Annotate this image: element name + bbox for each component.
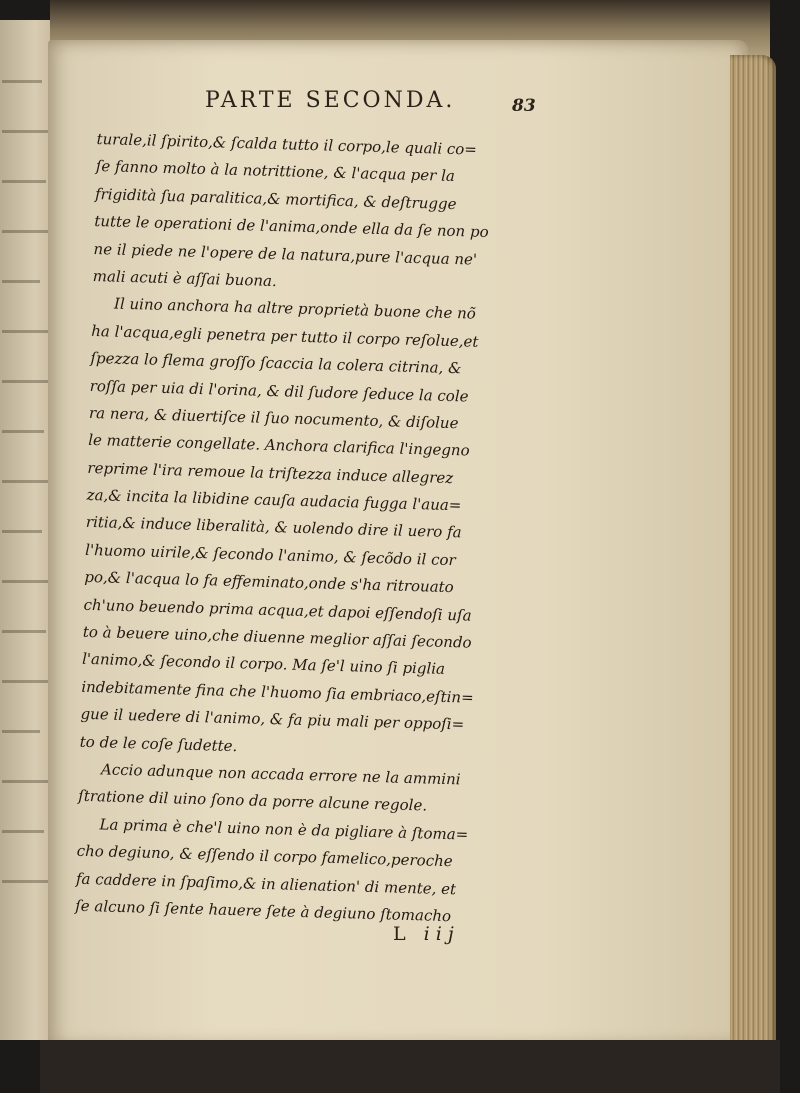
text-line: turale,il ſpirito,& ſcalda tutto il corpo,le quali co=	[96, 129, 478, 159]
page-stack-edge	[730, 55, 776, 1060]
text-line: l'animo,& ſecondo il corpo. Ma ſe'l uino ſi piglia	[81, 650, 446, 679]
text-line: mali acuti è aſſai buona.	[92, 266, 277, 291]
text-line: ſe fanno molto à la notrittione, & l'acqua per la	[95, 157, 456, 186]
text-line: po,& l'acqua lo fa effeminato,onde s'ha ritrouato	[84, 568, 454, 597]
text-line: ha l'acqua,egli penetra per tutto il corpo reſolue,et	[91, 321, 479, 351]
text-line: za,& incita la libidine cauſa audacia fugga l'aua=	[86, 485, 462, 515]
text-line: ſtratione dil uino ſono da porre alcune regole.	[78, 787, 428, 815]
signature-numeral: iij	[423, 923, 460, 945]
text-line: La prima è che'l uino non è da pigliare à ſtoma=	[99, 815, 469, 844]
signature-letter: L	[393, 923, 412, 945]
text-line: ch'uno beuendo prima acqua,et dapoi eſſendoſi uſa	[83, 595, 472, 625]
text-line: le matterie congellate. Anchora clarifica l'ingegno	[87, 431, 470, 460]
text-line: ſe alcuno ſi ſente hauere ſete à degiuno ſtomacho	[74, 896, 452, 926]
text-line: fa caddere in ſpaſimo,& in alienation' di mente, et	[75, 869, 457, 898]
body-text	[75, 126, 547, 933]
text-line: tutte le operationi de l'anima,onde ella da ſe non po	[94, 212, 489, 242]
text-line: cho degiuno, & eſſendo il corpo famelico,peroche	[76, 841, 453, 871]
text-line: to à beuere uino,che diuenne meglior aſſai ſecondo	[82, 622, 472, 652]
text-line: Accio adunque non accada errore ne la ammini	[100, 760, 461, 789]
text-line: gue il uedere di l'animo, & fa piu mali per oppoſi=	[80, 704, 465, 734]
text-line: ne il piede ne l'opere de la natura,pure l'acqua ne'	[93, 239, 478, 269]
text-line: ra nera, & diuertiſce il ſuo nocumento, & diſolue	[88, 403, 459, 433]
text-line: to de le coſe ſudette.	[79, 732, 238, 755]
page-number: 83	[512, 96, 536, 116]
text-line: Il uino anchora ha altre proprietà buone che nõ	[113, 294, 477, 323]
text-line: ſpezza lo flema groſſo ſcaccia la colera citrina, &	[90, 349, 462, 378]
text-line: ritia,& induce liberalità, & uolendo dire il uero fa	[85, 513, 462, 542]
text-line: l'huomo uirile,& ſecondo l'animo, & ſecõdo il cor	[84, 540, 456, 570]
text-line: reprime l'ira remoue la triſtezza induce allegrez	[87, 458, 454, 487]
text-line: frigidità ſua paralitica,& mortifica, & deſtrugge	[94, 184, 457, 213]
book-bottom-shadow	[40, 1040, 780, 1093]
text-line: roſſa per uia di l'orina, & dil ſudore ſeduce la cole	[89, 376, 469, 405]
text-line: indebitamente fina che l'huomo ſia embriaco,eſtin=	[81, 677, 474, 707]
running-header: PARTE SECONDA.	[205, 88, 456, 113]
signature-mark	[393, 923, 460, 945]
